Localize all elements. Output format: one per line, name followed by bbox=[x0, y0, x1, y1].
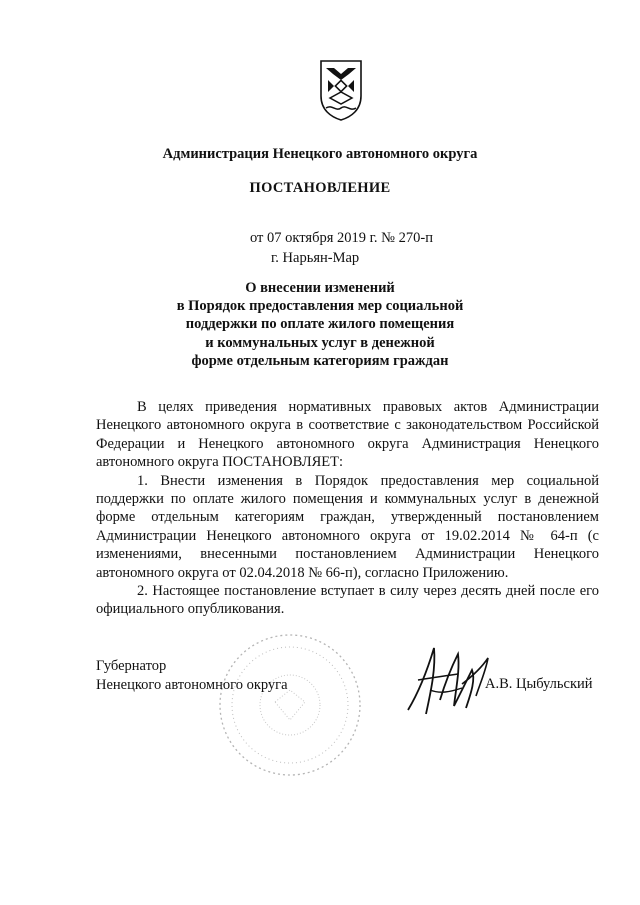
subject-line: поддержки по оплате жилого помещения bbox=[185, 316, 455, 333]
handwritten-signature-icon bbox=[400, 640, 495, 720]
subject-line: в Порядок предоставления мер социальной bbox=[176, 298, 464, 315]
organization-name: Администрация Ненецкого автономного округа bbox=[162, 146, 478, 162]
signatory-title bbox=[96, 657, 288, 695]
date-number: от 07 октября 2019 г. № 270-п bbox=[250, 230, 433, 246]
city: г. Нарьян-Мар bbox=[271, 250, 360, 266]
subject-line: форме отдельным категориям граждан bbox=[191, 352, 449, 369]
signatory-region: Ненецкого автономного округа bbox=[96, 677, 288, 693]
body-paragraph: 1. Внести изменения в Порядок предоставления мер социальной поддержки по оплате жилого помещения и коммунальных услуг в денежной форме отдельным категориям граждан, утвержденный постановлением Администрации Ненецкого автономного округа от 19.02.2014 № 64-п (с изменениями, внесенными постановлением Администрации Ненецкого автономного округа от 02.04.2018 № 66-п), согласно Приложению. bbox=[96, 472, 599, 581]
signatory-position: Губернатор bbox=[96, 658, 167, 674]
coat-of-arms-icon bbox=[318, 58, 364, 122]
subject-line: и коммунальных услуг в денежной bbox=[205, 334, 435, 351]
document-subject bbox=[150, 279, 490, 370]
body-paragraph: 2. Настоящее постановление вступает в силу через десять дней после его официального опубликования. bbox=[96, 583, 599, 618]
subject-line: О внесении изменений bbox=[245, 280, 395, 296]
document-body bbox=[96, 398, 599, 619]
official-seal-icon bbox=[215, 630, 365, 780]
signatory-name: А.В. Цыбульский bbox=[485, 676, 593, 692]
body-paragraph: В целях приведения нормативных правовых актов Администрации Ненецкого автономного округа в соответствие с законодательством Российской Федерации и Ненецкого автономного округа Администрация Ненецкого автономного округа ПОСТАНОВЛЯЕТ: bbox=[96, 399, 599, 471]
document-type: ПОСТАНОВЛЕНИЕ bbox=[249, 180, 391, 196]
